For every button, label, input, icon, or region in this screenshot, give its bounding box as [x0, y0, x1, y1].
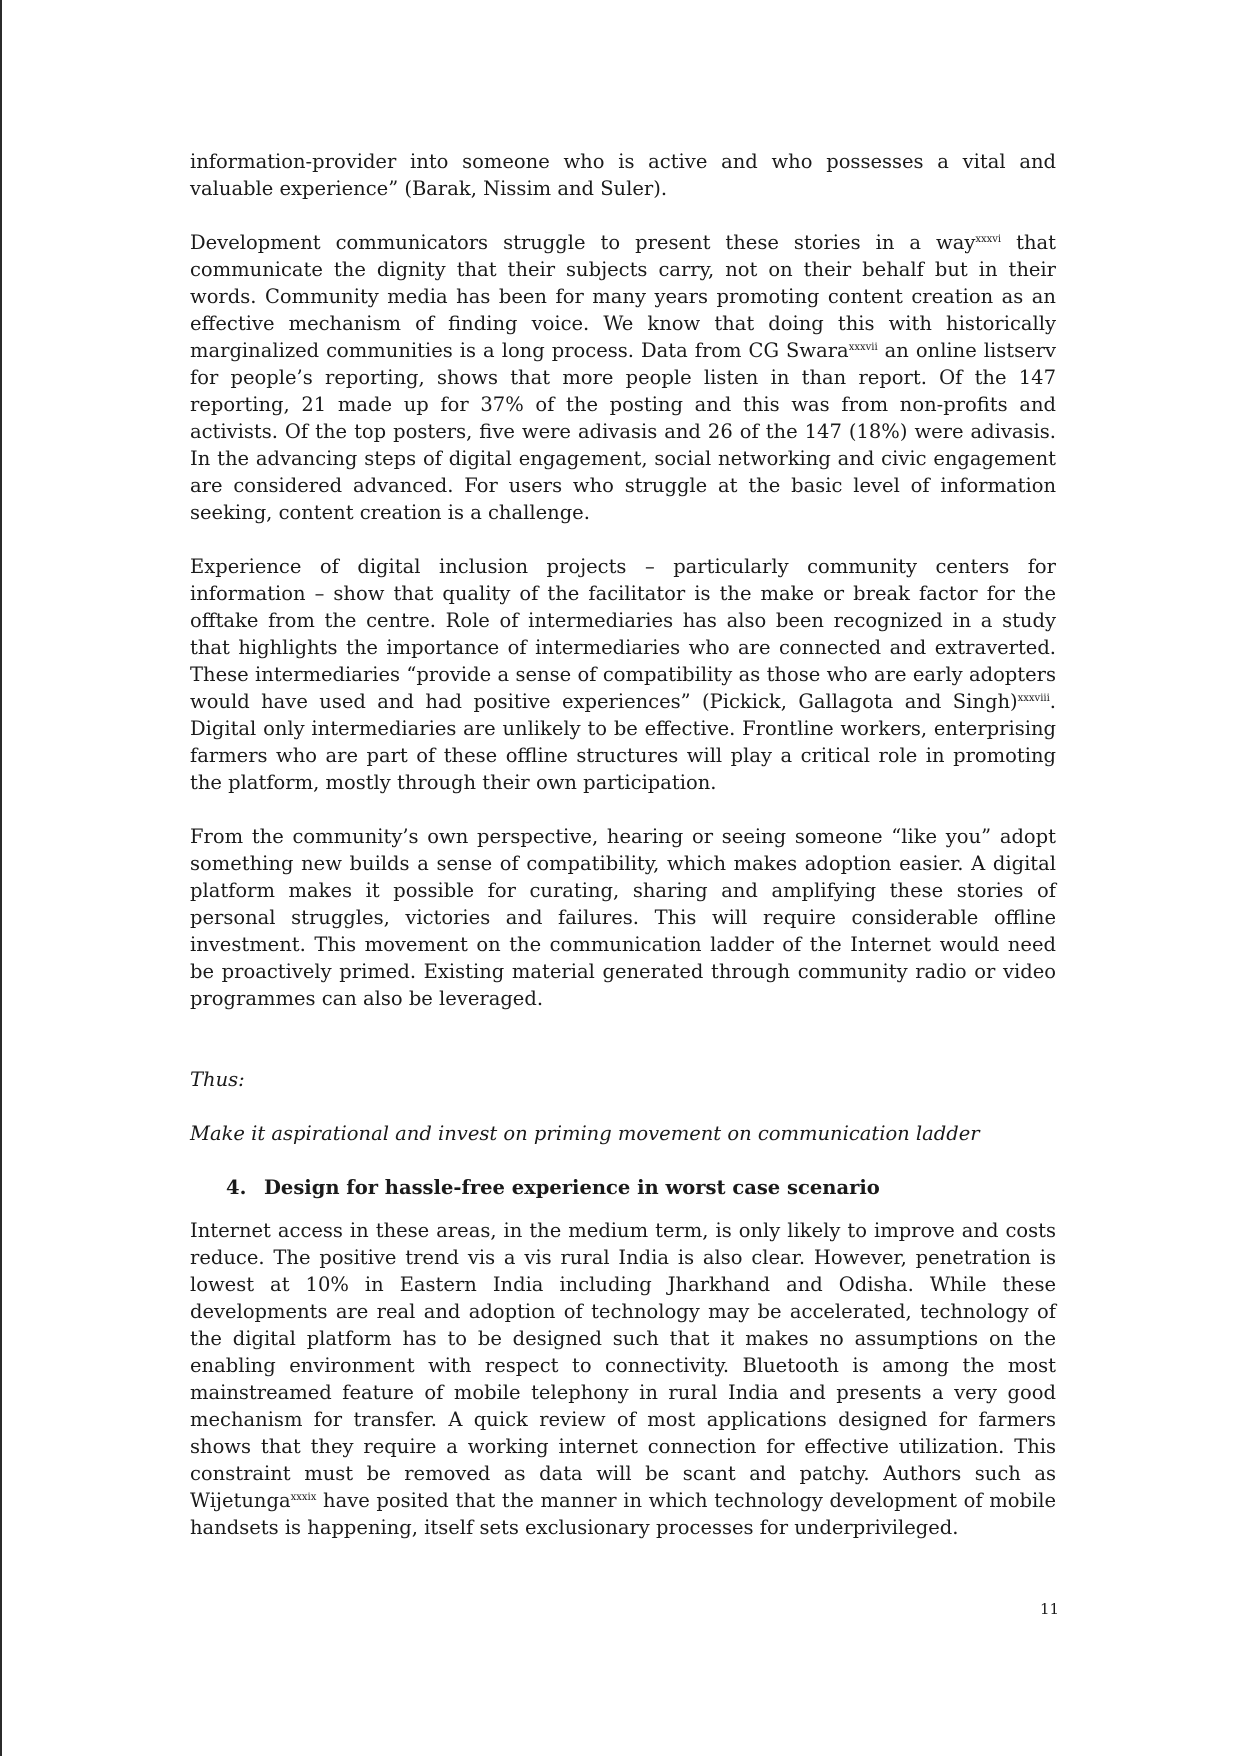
paragraph-intermediary-quote	[190, 148, 1056, 202]
conclusion-statement: Make it aspirational and invest on priming movement on communication ladder	[190, 1122, 980, 1145]
paragraph-text: . Digital only intermediaries are unlikely to be effective. Frontline workers, enterprising farmers who are part of these offline structures will play a critical role in promoting the platform, mostly through their own participation.	[190, 690, 1056, 794]
footnote-marker[interactable]: xxxix	[290, 1492, 317, 1503]
paragraph-text: Internet access in these areas, in the medium term, is only likely to improve and costs reduce. The positive trend vis a vis rural India is also clear. However, penetration is lowest at 10% in Eastern India including Jharkhand and Odisha. While these developments are real and adoption of technology may be accelerated, technology of the digital platform has to be designed such that it makes no assumptions on the enabling environment with respect to connectivity. Bluetooth is among the most mainstreamed feature of mobile telephony in rural India and presents a very good mechanism for transfer. A quick review of most applications designed for farmers shows that they require a working internet connection for effective utilization. This constraint must be removed as data will be scant and patchy. Authors such as Wijetunga	[190, 1219, 1056, 1512]
paragraph-development-communicators	[190, 229, 1056, 526]
paragraph-text: Experience of digital inclusion projects – particularly community centers for information – show that quality of the facilitator is the make or break factor for the offtake from the centre. Role of intermediaries has also been recognized in a study that highlights the importance of intermediaries who are connected and extraverted. These intermediaries “provide a sense of compatibility as those who are early adopters would have used and had positive experiences” (Pickick, Gallagota and Singh)	[190, 555, 1056, 713]
paragraph-text: that communicate the dignity that their subjects carry, not on their behalf but in their words. Community media has been for many years promoting content creation as an effective mechanism of finding voice. We know that doing this with historically marginalized communities is a long process. Data from CG Swara	[190, 231, 1057, 362]
document-page	[190, 148, 1056, 1568]
footnote-marker[interactable]: xxxviii	[1017, 693, 1050, 704]
paragraph-text: Development communicators struggle to present these stories in a way	[190, 231, 976, 254]
paragraph-text: From the community’s own perspective, hearing or seeing someone “like you” adopt something new builds a sense of compatibility, which makes adoption easier. A digital platform makes it possible for curating, sharing and amplifying these stories of personal struggles, victories and failures. This will require considerable offline investment. This movement on the communication ladder of the Internet would need be proactively primed. Existing material generated through community radio or video programmes can also be leveraged.	[190, 825, 1056, 1010]
paragraph-digital-inclusion	[190, 553, 1056, 796]
paragraph-text: an online listserv for people’s reporting, shows that more people listen in than report. Of the 147 reporting, 21 made up for 37% of the posting and this was from non-profits and activists. Of the top posters, five were adivasis and 26 of the 147 (18%) were adivasis. In the advancing steps of digital engagement, social networking and civic engagement are considered advanced. For users who struggle at the basic level of information seeking, content creation is a challenge.	[190, 339, 1056, 524]
footnote-marker[interactable]: xxxvi	[975, 234, 1002, 245]
page-number: 11	[1040, 1600, 1060, 1618]
paragraph-text: have posited that the manner in which technology development of mobile handsets is happening, itself sets exclusionary processes for underprivileged.	[190, 1489, 1056, 1539]
paragraph-text: information-provider into someone who is active and who possesses a vital and valuable experience” (Barak, Nissim and Suler).	[190, 150, 1056, 200]
thus-label: Thus:	[190, 1068, 245, 1091]
paragraph-community-perspective	[190, 823, 1056, 1012]
footnote-marker[interactable]: xxxvii	[848, 342, 878, 353]
section-heading	[190, 1174, 1056, 1201]
page-edge-rule	[0, 0, 2, 1756]
section-number: 4.	[226, 1176, 247, 1199]
section-title: Design for hassle-free experience in worst case scenario	[264, 1176, 880, 1199]
paragraph-internet-access	[190, 1217, 1056, 1541]
